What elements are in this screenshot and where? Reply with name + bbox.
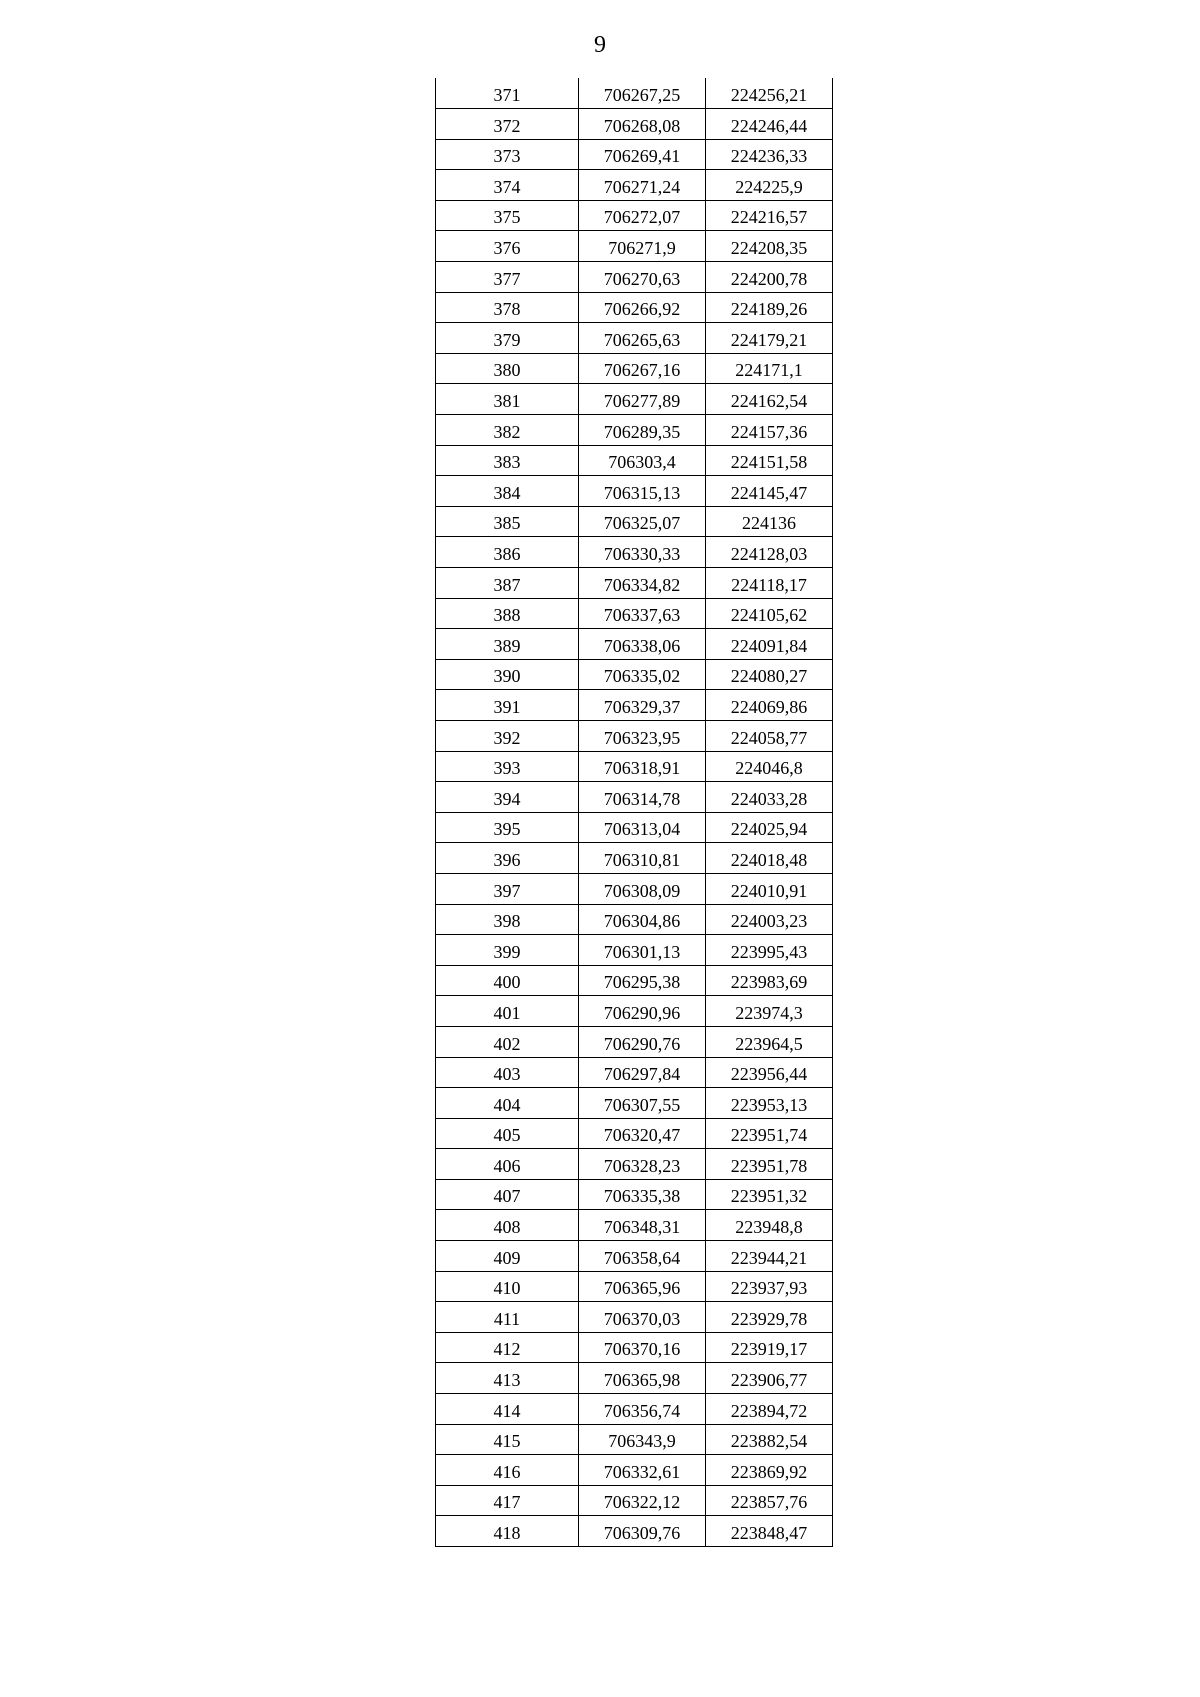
table-row [436,598,833,629]
point-number-cell: 372 [436,109,579,140]
point-number-cell: 387 [436,568,579,599]
point-number-cell: 402 [436,1026,579,1057]
x-coordinate-cell: 706329,37 [579,690,706,721]
table-row [436,1516,833,1547]
x-coordinate-cell: 706266,92 [579,292,706,323]
y-coordinate-cell: 223944,21 [706,1241,833,1272]
y-coordinate-cell: 224171,1 [706,353,833,384]
y-coordinate-cell: 223951,32 [706,1179,833,1210]
point-number-cell: 380 [436,353,579,384]
y-coordinate-cell: 224189,26 [706,292,833,323]
point-number-cell: 414 [436,1394,579,1425]
table-row [436,659,833,690]
point-number-cell: 403 [436,1057,579,1088]
x-coordinate-cell: 706313,04 [579,812,706,843]
table-row [436,1057,833,1088]
y-coordinate-cell: 224018,48 [706,843,833,874]
x-coordinate-cell: 706365,98 [579,1363,706,1394]
point-number-cell: 392 [436,720,579,751]
point-number-cell: 376 [436,231,579,262]
y-coordinate-cell: 224216,57 [706,200,833,231]
table-row [436,1210,833,1241]
table-row [436,843,833,874]
x-coordinate-cell: 706322,12 [579,1485,706,1516]
point-number-cell: 416 [436,1455,579,1486]
x-coordinate-cell: 706335,38 [579,1179,706,1210]
table-row [436,629,833,660]
point-number-cell: 373 [436,139,579,170]
point-number-cell: 384 [436,476,579,507]
x-coordinate-cell: 706304,86 [579,904,706,935]
table-row [436,935,833,966]
y-coordinate-cell: 223953,13 [706,1088,833,1119]
x-coordinate-cell: 706272,07 [579,200,706,231]
point-number-cell: 404 [436,1088,579,1119]
point-number-cell: 394 [436,782,579,813]
point-number-cell: 377 [436,262,579,293]
y-coordinate-cell: 224091,84 [706,629,833,660]
x-coordinate-cell: 706338,06 [579,629,706,660]
point-number-cell: 405 [436,1118,579,1149]
x-coordinate-cell: 706370,03 [579,1302,706,1333]
table-row [436,1424,833,1455]
point-number-cell: 397 [436,873,579,904]
x-coordinate-cell: 706335,02 [579,659,706,690]
point-number-cell: 409 [436,1241,579,1272]
point-number-cell: 407 [436,1179,579,1210]
y-coordinate-cell: 223857,76 [706,1485,833,1516]
table-row [436,904,833,935]
y-coordinate-cell: 224046,8 [706,751,833,782]
y-coordinate-cell: 223894,72 [706,1394,833,1425]
x-coordinate-cell: 706325,07 [579,506,706,537]
y-coordinate-cell: 224200,78 [706,262,833,293]
y-coordinate-cell: 223882,54 [706,1424,833,1455]
x-coordinate-cell: 706334,82 [579,568,706,599]
y-coordinate-cell: 223948,8 [706,1210,833,1241]
table-row [436,1088,833,1119]
x-coordinate-cell: 706270,63 [579,262,706,293]
table-row [436,323,833,354]
point-number-cell: 400 [436,965,579,996]
table-row [436,1302,833,1333]
point-number-cell: 398 [436,904,579,935]
table-row [436,78,833,109]
table-row [436,1026,833,1057]
y-coordinate-cell: 224225,9 [706,170,833,201]
point-number-cell: 391 [436,690,579,721]
table-row [436,568,833,599]
y-coordinate-cell: 224080,27 [706,659,833,690]
x-coordinate-cell: 706328,23 [579,1149,706,1180]
point-number-cell: 371 [436,78,579,109]
table-row [436,751,833,782]
y-coordinate-cell: 223929,78 [706,1302,833,1333]
point-number-cell: 390 [436,659,579,690]
table-row [436,231,833,262]
table-row [436,1363,833,1394]
point-number-cell: 399 [436,935,579,966]
table-row [436,384,833,415]
x-coordinate-cell: 706320,47 [579,1118,706,1149]
table-row [436,109,833,140]
point-number-cell: 408 [436,1210,579,1241]
table-row [436,262,833,293]
x-coordinate-cell: 706348,31 [579,1210,706,1241]
point-number-cell: 395 [436,812,579,843]
x-coordinate-cell: 706315,13 [579,476,706,507]
point-number-cell: 417 [436,1485,579,1516]
y-coordinate-cell: 224208,35 [706,231,833,262]
y-coordinate-cell: 224025,94 [706,812,833,843]
x-coordinate-cell: 706289,35 [579,415,706,446]
table-row [436,996,833,1027]
table-row [436,1332,833,1363]
x-coordinate-cell: 706337,63 [579,598,706,629]
table-row [436,782,833,813]
y-coordinate-cell: 223951,74 [706,1118,833,1149]
x-coordinate-cell: 706314,78 [579,782,706,813]
point-number-cell: 383 [436,445,579,476]
table-row [436,1149,833,1180]
x-coordinate-cell: 706268,08 [579,109,706,140]
x-coordinate-cell: 706332,61 [579,1455,706,1486]
table-row [436,415,833,446]
y-coordinate-cell: 224118,17 [706,568,833,599]
table-row [436,353,833,384]
point-number-cell: 410 [436,1271,579,1302]
y-coordinate-cell: 223995,43 [706,935,833,966]
y-coordinate-cell: 223974,3 [706,996,833,1027]
point-number-cell: 375 [436,200,579,231]
point-number-cell: 381 [436,384,579,415]
y-coordinate-cell: 224256,21 [706,78,833,109]
x-coordinate-cell: 706309,76 [579,1516,706,1547]
point-number-cell: 389 [436,629,579,660]
point-number-cell: 374 [436,170,579,201]
table-row [436,1485,833,1516]
y-coordinate-cell: 224246,44 [706,109,833,140]
y-coordinate-cell: 223983,69 [706,965,833,996]
table-row [436,1179,833,1210]
y-coordinate-cell: 223848,47 [706,1516,833,1547]
y-coordinate-cell: 224151,58 [706,445,833,476]
x-coordinate-cell: 706307,55 [579,1088,706,1119]
y-coordinate-cell: 223919,17 [706,1332,833,1363]
x-coordinate-cell: 706267,25 [579,78,706,109]
x-coordinate-cell: 706365,96 [579,1271,706,1302]
y-coordinate-cell: 224128,03 [706,537,833,568]
x-coordinate-cell: 706265,63 [579,323,706,354]
table-row [436,537,833,568]
table-row [436,1118,833,1149]
table-row [436,476,833,507]
table-row [436,292,833,323]
x-coordinate-cell: 706271,9 [579,231,706,262]
y-coordinate-cell: 223964,5 [706,1026,833,1057]
point-number-cell: 386 [436,537,579,568]
point-number-cell: 418 [436,1516,579,1547]
point-number-cell: 378 [436,292,579,323]
point-number-cell: 401 [436,996,579,1027]
y-coordinate-cell: 224157,36 [706,415,833,446]
x-coordinate-cell: 706290,96 [579,996,706,1027]
y-coordinate-cell: 223956,44 [706,1057,833,1088]
page-number: 9 [594,32,606,58]
table-row [436,873,833,904]
table-row [436,139,833,170]
point-number-cell: 393 [436,751,579,782]
x-coordinate-cell: 706301,13 [579,935,706,966]
point-number-cell: 415 [436,1424,579,1455]
point-number-cell: 388 [436,598,579,629]
table-row [436,812,833,843]
y-coordinate-cell: 224033,28 [706,782,833,813]
table-row [436,720,833,751]
x-coordinate-cell: 706370,16 [579,1332,706,1363]
x-coordinate-cell: 706358,64 [579,1241,706,1272]
point-number-cell: 413 [436,1363,579,1394]
x-coordinate-cell: 706343,9 [579,1424,706,1455]
y-coordinate-cell: 224179,21 [706,323,833,354]
table-row [436,170,833,201]
table-row [436,1455,833,1486]
table-row [436,200,833,231]
table-row [436,1241,833,1272]
y-coordinate-cell: 224003,23 [706,904,833,935]
y-coordinate-cell: 224069,86 [706,690,833,721]
point-number-cell: 411 [436,1302,579,1333]
point-number-cell: 379 [436,323,579,354]
coordinates-table [435,78,833,1547]
y-coordinate-cell: 224105,62 [706,598,833,629]
table-row [436,965,833,996]
y-coordinate-cell: 224058,77 [706,720,833,751]
y-coordinate-cell: 224136 [706,506,833,537]
x-coordinate-cell: 706271,24 [579,170,706,201]
point-number-cell: 396 [436,843,579,874]
x-coordinate-cell: 706308,09 [579,873,706,904]
x-coordinate-cell: 706330,33 [579,537,706,568]
y-coordinate-cell: 223951,78 [706,1149,833,1180]
x-coordinate-cell: 706267,16 [579,353,706,384]
x-coordinate-cell: 706295,38 [579,965,706,996]
x-coordinate-cell: 706269,41 [579,139,706,170]
y-coordinate-cell: 223869,92 [706,1455,833,1486]
table-row [436,690,833,721]
x-coordinate-cell: 706290,76 [579,1026,706,1057]
x-coordinate-cell: 706323,95 [579,720,706,751]
y-coordinate-cell: 224162,54 [706,384,833,415]
x-coordinate-cell: 706297,84 [579,1057,706,1088]
x-coordinate-cell: 706277,89 [579,384,706,415]
x-coordinate-cell: 706303,4 [579,445,706,476]
point-number-cell: 382 [436,415,579,446]
coordinates-table-body [436,78,833,1547]
x-coordinate-cell: 706356,74 [579,1394,706,1425]
table-row [436,1394,833,1425]
y-coordinate-cell: 223906,77 [706,1363,833,1394]
point-number-cell: 385 [436,506,579,537]
x-coordinate-cell: 706318,91 [579,751,706,782]
y-coordinate-cell: 224145,47 [706,476,833,507]
x-coordinate-cell: 706310,81 [579,843,706,874]
point-number-cell: 412 [436,1332,579,1363]
y-coordinate-cell: 224236,33 [706,139,833,170]
y-coordinate-cell: 223937,93 [706,1271,833,1302]
y-coordinate-cell: 224010,91 [706,873,833,904]
table-row [436,506,833,537]
table-row [436,1271,833,1302]
table-row [436,445,833,476]
point-number-cell: 406 [436,1149,579,1180]
